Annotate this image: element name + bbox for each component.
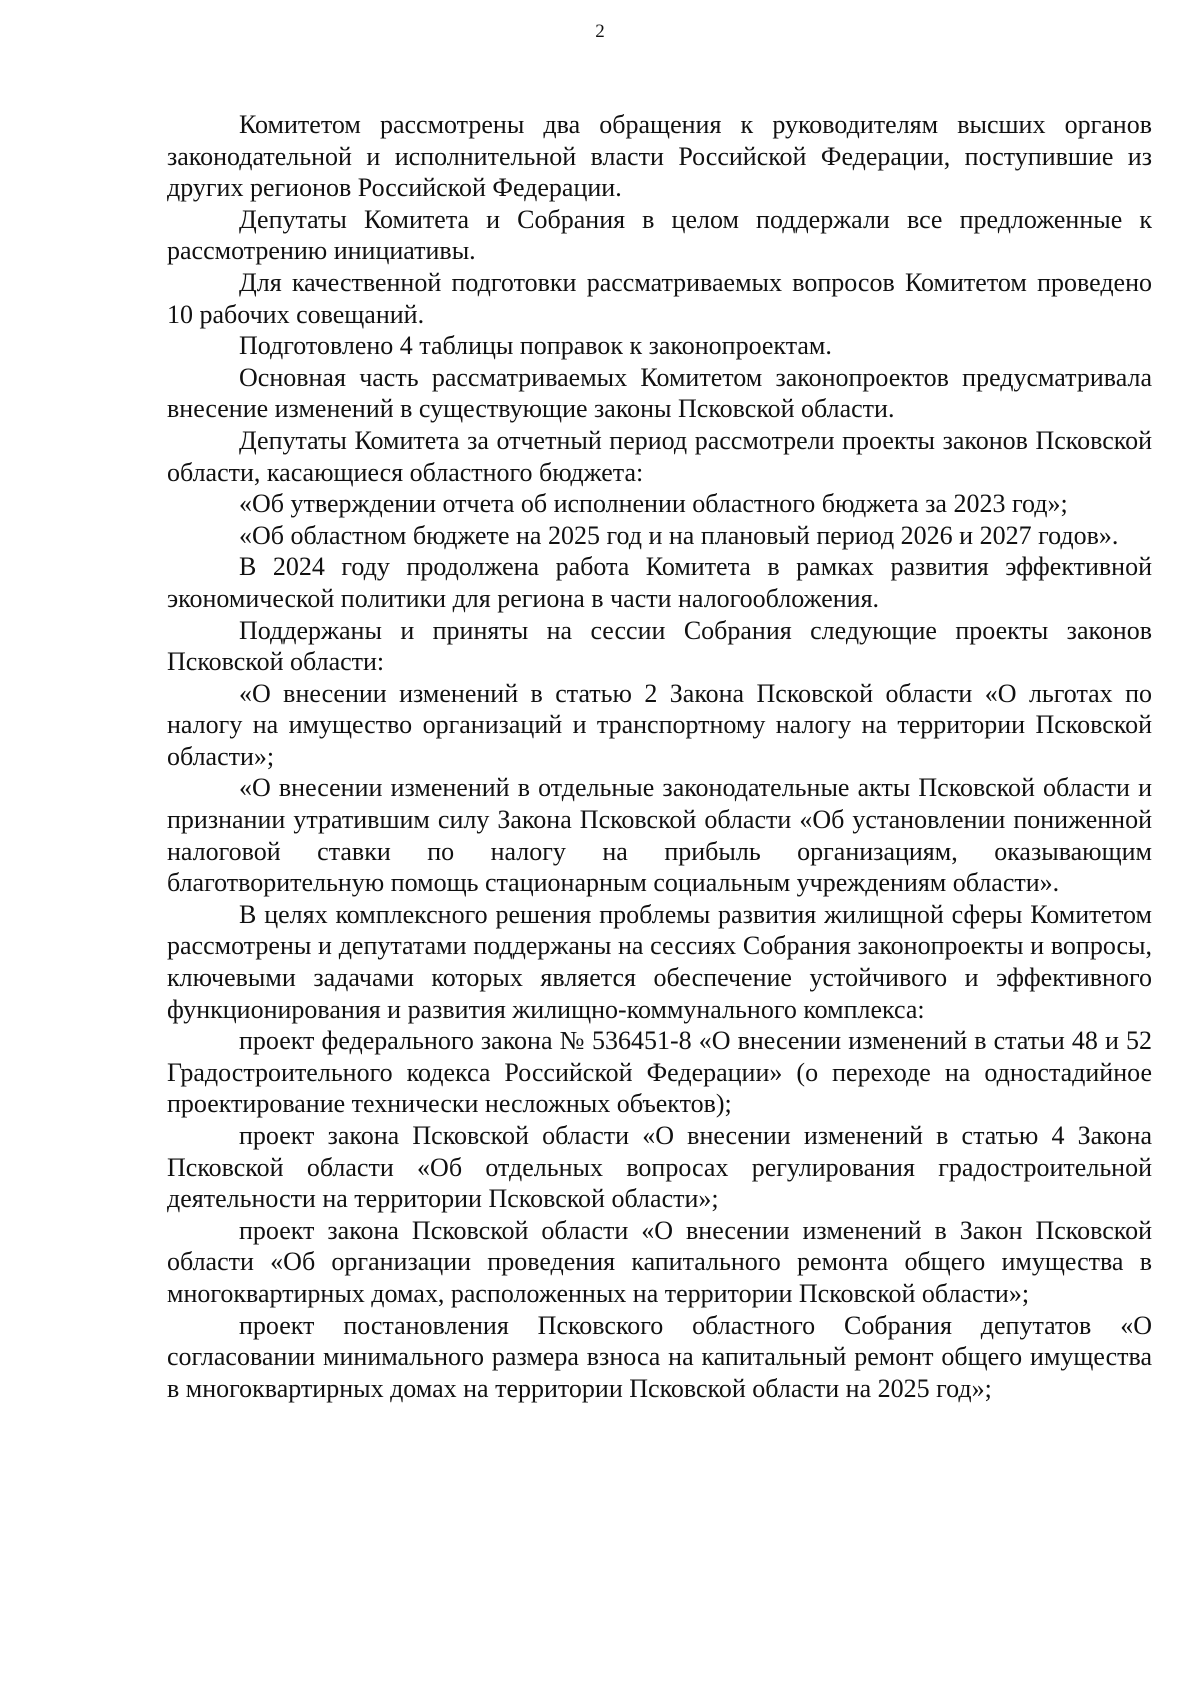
paragraph: проект закона Псковской области «О внесении изменений в Закон Псковской области «Об организации проведения капитального ремонта общего имущества в многоквартирных домах, расположенных на территории Псковской области»; xyxy=(167,1215,1152,1308)
paragraph: проект федерального закона № 536451-8 «О внесении изменений в статьи 48 и 52 Градостроительного кодекса Российской Федерации» (о переходе на одностадийное проектирование технически несложных объектов); xyxy=(167,1026,1152,1119)
paragraph: проект закона Псковской области «О внесении изменений в статью 4 Закона Псковской области «Об отдельных вопросах регулирования градостроительной деятельности на территории Псковской области»; xyxy=(167,1121,1152,1214)
document-body xyxy=(167,109,1152,1404)
paragraph: «О внесении изменений в статью 2 Закона Псковской области «О льготах по налогу на имущество организаций и транспортному налогу на территории Псковской области»; xyxy=(167,678,1152,771)
paragraph: проект постановления Псковского областного Собрания депутатов «О согласовании минимального размера взноса на капитальный ремонт общего имущества в многоквартирных домах на территории Псковской области на 2025 год»; xyxy=(167,1310,1152,1403)
paragraph: «Об областном бюджете на 2025 год и на плановый период 2026 и 2027 годов». xyxy=(239,520,1119,550)
paragraph: «О внесении изменений в отдельные законодательные акты Псковской области и признании утратившим силу Закона Псковской области «Об установлении пониженной налоговой ставки по налогу на прибыль организациям, оказывающим благотворительную помощь стационарным социальным учреждениям области». xyxy=(167,773,1152,898)
paragraph: Комитетом рассмотрены два обращения к руководителям высших органов законодательной и исполнительной власти Российской Федерации, поступившие из других регионов Российской Федерации. xyxy=(167,110,1152,203)
paragraph: Депутаты Комитета и Собрания в целом поддержали все предложенные к рассмотрению инициативы. xyxy=(167,204,1152,266)
paragraph: В 2024 году продолжена работа Комитета в рамках развития эффективной экономической политики для региона в части налогообложения. xyxy=(167,552,1152,613)
paragraph: Основная часть рассматриваемых Комитетом законопроектов предусматривала внесение изменений в существующие законы Псковской области. xyxy=(167,362,1152,424)
paragraph: «Об утверждении отчета об исполнении областного бюджета за 2023 год»; xyxy=(239,489,1068,519)
paragraph: В целях комплексного решения проблемы развития жилищной сферы Комитетом рассмотрены и депутатами поддержаны на сессиях Собрания законопроекты и вопросы, ключевыми задачами которых является обеспечение устойчивого и эффективного функционирования и развития жилищно-коммунального комплекса: xyxy=(167,899,1152,1024)
page-number: 2 xyxy=(595,21,605,42)
paragraph: Для качественной подготовки рассматриваемых вопросов Комитетом проведено 10 рабочих совещаний. xyxy=(167,267,1152,329)
paragraph: Депутаты Комитета за отчетный период рассмотрели проекты законов Псковской области, касающиеся областного бюджета: xyxy=(167,425,1152,487)
paragraph: Подготовлено 4 таблицы поправок к законопроектам. xyxy=(239,331,832,361)
paragraph: Поддержаны и приняты на сессии Собрания следующие проекты законов Псковской области: xyxy=(167,615,1152,677)
